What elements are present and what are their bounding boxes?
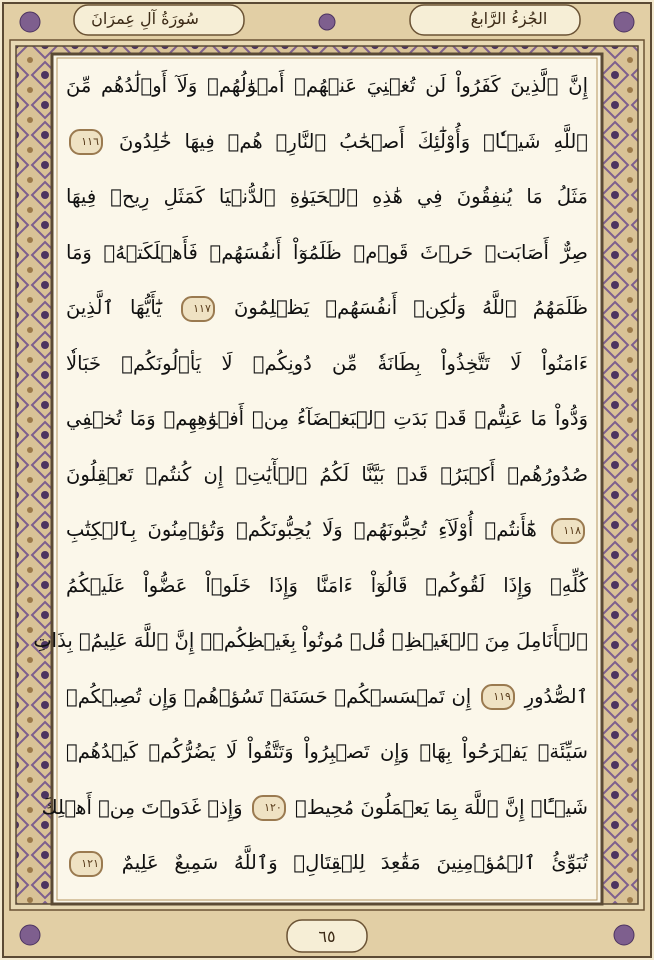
verse-text: صُدُورُهُمۡ أَكۡبَرُۚ قَدۡ بَيَّنَّا لَكُمُ ٱلۡأٓيَٰتِۖ إِن كُنتُمۡ تَعۡقِلُونَ <box>66 462 588 486</box>
text-line <box>66 510 588 550</box>
verse-text: مَثَلُ مَا يُنفِقُونَ فِي هَٰذِهِ ٱلۡحَيَوٰةِ ٱلدُّنۡيَا كَمَثَلِ رِيحٖ فِيهَا <box>66 185 588 208</box>
text-line <box>33 621 588 661</box>
ayah-number-marker: ١١٩ <box>481 684 515 710</box>
text-line <box>66 233 588 273</box>
ayah-number-marker: ١٢١ <box>69 851 103 877</box>
verse-text: ٱللَّهِ شَيۡـٔٗاۖ وَأُوْلَٰٓئِكَ أَصۡحَٰبُ ٱلنَّارِۖ هُمۡ فِيهَا خَٰلِدُونَ <box>119 129 588 153</box>
text-line <box>66 843 588 883</box>
verse-text: تُبَوِّئُ ٱلۡمُؤۡمِنِينَ مَقَٰعِدَ لِلۡقِتَالِۗ وَٱللَّهُ سَمِيعٌ عَلِيمٌ <box>121 851 588 874</box>
text-line <box>66 177 588 217</box>
text-line <box>66 566 588 606</box>
verse-text: ٱلصُّدُورِ <box>524 684 589 708</box>
text-line <box>66 455 588 495</box>
page-number: ٦٥ <box>318 927 336 946</box>
text-line <box>66 732 588 772</box>
juz-label: الجُزءُ الرَّابعُ <box>470 9 548 28</box>
ayah-number-marker: ١١٦ <box>69 129 103 155</box>
verse-text: إِن تَمۡسَسۡكُمۡ حَسَنَةٞ تَسُؤۡهُمۡ وَإِن تُصِبۡكُمۡ <box>66 684 472 708</box>
verse-text: سَيِّئَةٞ يَفۡرَحُواْ بِهَاۖ وَإِن تَصۡبِرُواْ وَتَتَّقُواْ لَا يَضُرُّكُمۡ كَيۡدُهُمۡ <box>66 740 588 763</box>
verse-text: يَٰٓأَيُّهَا ٱلَّذِينَ <box>66 296 162 319</box>
verse-text: ٱلۡأَنَامِلَ مِنَ ٱلۡغَيۡظِۚ قُلۡ مُوتُواْ بِغَيۡظِكُمۡۗ إِنَّ ٱللَّهَ عَلِيمُۢ بِذَاتِ <box>33 629 588 652</box>
text-line <box>41 788 588 828</box>
verse-text: ءَامَنُواْ لَا تَتَّخِذُواْ بِطَانَةٗ مِّن دُونِكُمۡ لَا يَأۡلُونَكُمۡ خَبَالٗا <box>66 351 588 375</box>
verse-text: صِرٌّ أَصَابَتۡ حَرۡثَ قَوۡمٖ ظَلَمُوٓاْ أَنفُسَهُمۡ فَأَهۡلَكَتۡهُۚ وَمَا <box>66 240 588 264</box>
verse-text: وَإِذۡ غَدَوۡتَ مِنۡ أَهۡلِكَ <box>41 795 243 819</box>
verse-text: إِنَّ ٱلَّذِينَ كَفَرُواْ لَن تُغۡنِيَ عَنۡهُمۡ أَمۡوَٰلُهُمۡ وَلَآ أَوۡلَٰدُهُم مِّنَ <box>66 74 588 97</box>
verse-text: هَٰٓأَنتُمۡ أُوْلَآءِ تُحِبُّونَهُمۡ وَلَا يُحِبُّونَكُمۡ وَتُؤۡمِنُونَ بِٱلۡكِتَٰبِ <box>66 518 537 541</box>
text-line <box>66 122 588 162</box>
ayah-number-marker: ١٢٠ <box>252 795 286 821</box>
verse-text: شَيۡـًٔاۗ إِنَّ ٱللَّهَ بِمَا يَعۡمَلُونَ مُحِيطٞ <box>295 795 588 819</box>
text-line <box>66 677 588 717</box>
text-line <box>66 344 588 384</box>
verse-text: كُلِّهِۦ وَإِذَا لَقُوكُمۡ قَالُوٓاْ ءَامَنَّا وَإِذَا خَلَوۡاْ عَضُّواْ عَلَيۡكُمُ <box>66 573 588 597</box>
text-line <box>66 288 588 328</box>
ayah-number-marker: ١١٧ <box>181 296 215 322</box>
verse-text: ظَلَمَهُمُ ٱللَّهُ وَلَٰكِنۡ أَنفُسَهُمۡ يَظۡلِمُونَ <box>234 296 588 319</box>
verse-text: وَدُّواْ مَا عَنِتُّمۡ قَدۡ بَدَتِ ٱلۡبَغۡضَآءُ مِنۡ أَفۡوَٰهِهِمۡ وَمَا تُخۡفِي <box>66 407 588 430</box>
surah-label: سُورَةُ آلِ عِمرَانَ <box>91 9 199 28</box>
ayah-number-marker: ١١٨ <box>551 518 585 544</box>
text-line <box>66 66 588 106</box>
text-line <box>66 399 588 439</box>
